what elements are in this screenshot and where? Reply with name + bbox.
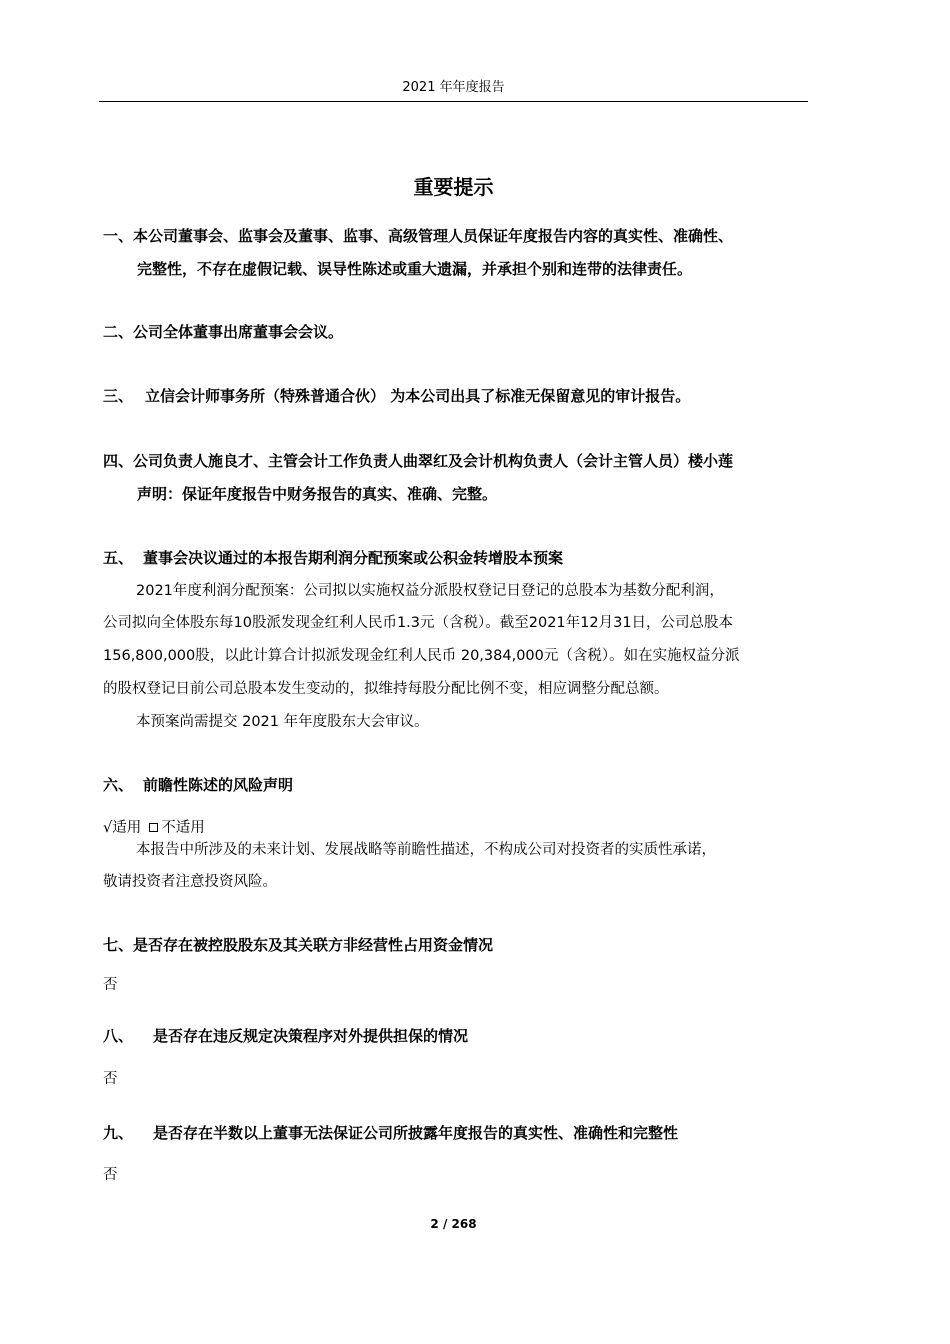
section-9-number: 九、 — [103, 1124, 134, 1142]
section-5-number: 五、 — [103, 549, 134, 567]
section-8-answer: 否 — [103, 1071, 118, 1087]
section-2-line-1: 二、公司全体董事出席董事会会议。 — [103, 323, 344, 341]
section-8-heading: 是否存在违反规定决策程序对外提供担保的情况 — [153, 1027, 469, 1045]
page-title: 重要提示 — [413, 175, 494, 199]
section-4-line-2: 声明：保证年度报告中财务报告的真实、准确、完整。 — [137, 485, 498, 503]
section-3-number: 三、 — [103, 387, 134, 405]
section-5-paragraph-line-3: 156,800,000股，以此计算合计拟派发现金红利人民币 20,384,000元（含税）。如在实施权益分派 — [103, 648, 740, 664]
section-1-line-2: 完整性，不存在虚假记载、误导性陈述或重大遗漏，并承担个别和连带的法律责任。 — [137, 260, 693, 278]
not-applicable-option: 不适用 — [161, 820, 205, 836]
section-5-paragraph-line-1: 2021年度利润分配预案：公司拟以实施权益分派股权登记日登记的总股本为基数分配利润， — [136, 583, 724, 599]
section-9-heading: 是否存在半数以上董事无法保证公司所披露年度报告的真实性、准确性和完整性 — [153, 1124, 679, 1142]
header-divider — [99, 101, 808, 102]
page-number: 2 / 268 — [430, 1217, 477, 1231]
section-5-note: 本预案尚需提交 2021 年年度股东大会审议。 — [136, 714, 429, 730]
section-9-answer: 否 — [103, 1167, 118, 1183]
section-6-heading: 前瞻性陈述的风险声明 — [143, 776, 294, 794]
section-4-line-1: 四、公司负责人施良才、主管会计工作负责人曲翠红及会计机构负责人（会计主管人员）楼小莲 — [103, 452, 734, 470]
section-6-paragraph-line-1: 本报告中所涉及的未来计划、发展战略等前瞻性描述，不构成公司对投资者的实质性承诺， — [136, 842, 716, 858]
section-5-paragraph-line-2: 公司拟向全体股东每10股派发现金红利人民币1.3元（含税）。截至2021年12月31日，公司总股本 — [103, 615, 734, 631]
section-6-paragraph-line-2: 敬请投资者注意投资风险。 — [103, 874, 277, 890]
applicable-option: √适用 — [103, 820, 142, 836]
section-5-paragraph-line-4: 的股权登记日前公司总股本发生变动的，拟维持每股分配比例不变，相应调整分配总额。 — [103, 681, 669, 697]
section-8-number: 八、 — [103, 1027, 134, 1045]
section-7-heading: 七、是否存在被控股股东及其关联方非经营性占用资金情况 — [103, 936, 494, 954]
section-1-line-1: 一、本公司董事会、监事会及董事、监事、高级管理人员保证年度报告内容的真实性、准确性、 — [103, 227, 734, 245]
section-5-heading: 董事会决议通过的本报告期利润分配预案或公积金转增股本预案 — [143, 549, 564, 567]
section-3-text: 立信会计师事务所（特殊普通合伙） 为本公司出具了标准无保留意见的审计报告。 — [145, 387, 691, 405]
section-6-number: 六、 — [103, 776, 134, 794]
section-7-answer: 否 — [103, 977, 118, 993]
applicability-row — [103, 817, 205, 839]
running-header: 2021 年年度报告 — [402, 80, 505, 95]
checkbox-icon — [149, 823, 158, 832]
